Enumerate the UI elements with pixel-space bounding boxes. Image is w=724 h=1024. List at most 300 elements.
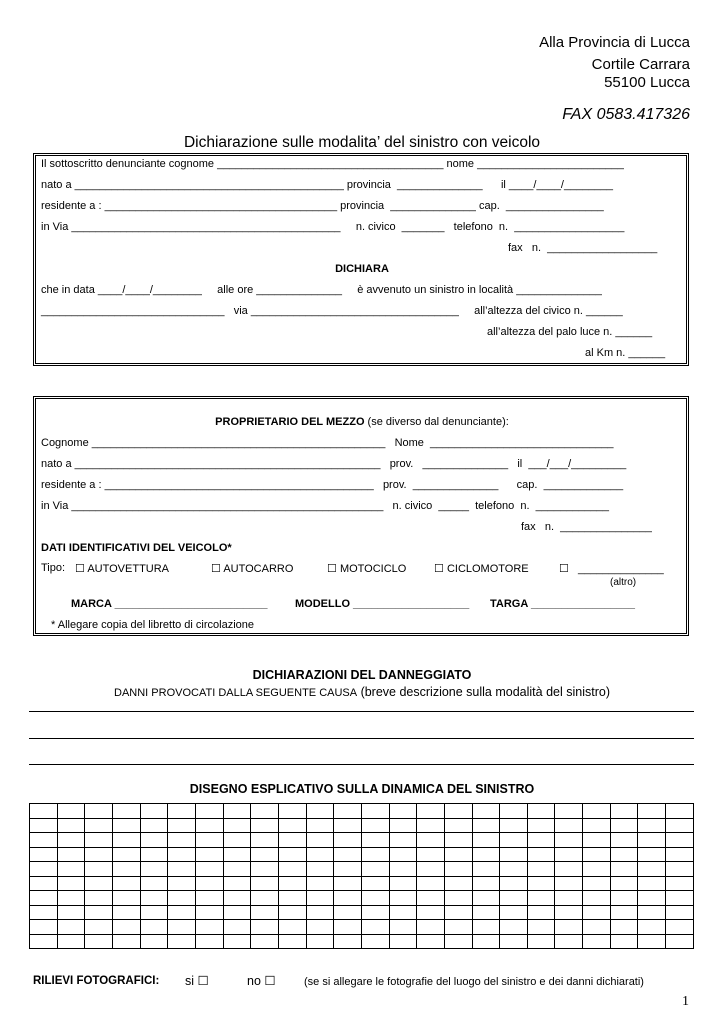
grid-cell[interactable]	[334, 934, 362, 949]
owner-row-birth[interactable]: nato a __________________________________________________ prov. ______________ il ___/___/_________	[41, 458, 627, 470]
grid-cell[interactable]	[334, 833, 362, 848]
accident-row-km[interactable]: al Km n. ______	[585, 347, 666, 359]
grid-cell[interactable]	[527, 934, 555, 949]
vehicle-type-ciclomotore-label: CICLOMOTORE	[446, 563, 529, 575]
grid-cell[interactable]	[140, 833, 168, 848]
owner-heading-note: (se diverso dal denunciante):	[364, 416, 509, 428]
grid-cell[interactable]	[30, 818, 58, 833]
grid-cell[interactable]	[666, 920, 694, 935]
grid-cell[interactable]	[251, 934, 279, 949]
photos-yes-label: si	[185, 974, 195, 988]
grid-cell[interactable]	[334, 905, 362, 920]
grid-cell[interactable]	[195, 847, 223, 862]
grid-cell[interactable]	[57, 920, 85, 935]
grid-cell[interactable]	[195, 862, 223, 877]
grid-cell[interactable]	[195, 833, 223, 848]
grid-cell[interactable]	[389, 876, 417, 891]
grid-cell[interactable]	[527, 847, 555, 862]
grid-cell[interactable]	[85, 847, 113, 862]
grid-cell[interactable]	[666, 934, 694, 949]
grid-cell[interactable]	[223, 862, 251, 877]
grid-cell[interactable]	[361, 905, 389, 920]
grid-cell[interactable]	[306, 847, 334, 862]
document-title: Dichiarazione sulle modalita’ del sinistro con veicolo	[183, 134, 541, 151]
grid-cell[interactable]	[472, 847, 500, 862]
grid-cell[interactable]	[112, 920, 140, 935]
grid-cell[interactable]	[85, 818, 113, 833]
grid-cell[interactable]	[638, 818, 666, 833]
grid-cell[interactable]	[527, 876, 555, 891]
grid-cell[interactable]	[140, 862, 168, 877]
grid-cell[interactable]	[168, 862, 196, 877]
grid-cell[interactable]	[500, 847, 528, 862]
grid-cell[interactable]	[527, 833, 555, 848]
vehicle-marca[interactable]: MARCA _________________________	[71, 598, 268, 610]
vehicle-type-autovettura-label: AUTOVETTURA	[87, 563, 170, 575]
grid-cell[interactable]	[30, 891, 58, 906]
declarant-row-fax[interactable]: fax n. __________________	[508, 242, 658, 254]
grid-cell[interactable]	[444, 876, 472, 891]
grid-cell[interactable]	[195, 905, 223, 920]
grid-cell[interactable]	[666, 876, 694, 891]
grid-cell[interactable]	[140, 920, 168, 935]
grid-cell[interactable]	[168, 905, 196, 920]
grid-cell[interactable]	[57, 934, 85, 949]
recipient-line-2: Cortile Carrara	[591, 56, 690, 73]
checkbox-icon[interactable]: ☐	[264, 974, 276, 988]
grid-cell[interactable]	[334, 847, 362, 862]
grid-cell[interactable]	[306, 818, 334, 833]
grid-cell[interactable]	[85, 905, 113, 920]
grid-cell[interactable]	[223, 876, 251, 891]
vehicle-targa[interactable]: TARGA _________________	[490, 598, 635, 610]
grid-cell[interactable]	[638, 847, 666, 862]
owner-row-address[interactable]: in Via ___________________________________________________ n. civico _____ telefono n. ____________	[41, 500, 610, 512]
grid-cell[interactable]	[610, 833, 638, 848]
grid-cell[interactable]	[389, 804, 417, 819]
grid-cell[interactable]	[472, 905, 500, 920]
grid-cell[interactable]	[278, 876, 306, 891]
grid-cell[interactable]	[334, 862, 362, 877]
grid-cell[interactable]	[417, 818, 445, 833]
grid-cell[interactable]	[583, 920, 611, 935]
vehicle-heading: DATI IDENTIFICATIVI DEL VEICOLO*	[41, 542, 232, 554]
grid-cell[interactable]	[251, 847, 279, 862]
grid-cell[interactable]	[278, 920, 306, 935]
grid-cell[interactable]	[251, 891, 279, 906]
grid-cell[interactable]	[666, 804, 694, 819]
grid-cell[interactable]	[85, 934, 113, 949]
grid-cell[interactable]	[306, 891, 334, 906]
grid-cell[interactable]	[223, 905, 251, 920]
grid-cell[interactable]	[389, 818, 417, 833]
grid-row	[30, 804, 694, 819]
grid-cell[interactable]	[306, 862, 334, 877]
grid-cell[interactable]	[472, 804, 500, 819]
grid-cell[interactable]	[57, 833, 85, 848]
grid-cell[interactable]	[30, 847, 58, 862]
grid-cell[interactable]	[168, 847, 196, 862]
grid-cell[interactable]	[57, 862, 85, 877]
grid-cell[interactable]	[251, 862, 279, 877]
grid-cell[interactable]	[306, 920, 334, 935]
grid-cell[interactable]	[500, 920, 528, 935]
damaged-cause-caps: DANNI PROVOCATI DALLA SEGUENTE CAUSA	[114, 687, 358, 699]
grid-cell[interactable]	[30, 804, 58, 819]
grid-cell[interactable]	[30, 934, 58, 949]
vehicle-type-autocarro-label: AUTOCARRO	[223, 563, 294, 575]
grid-cell[interactable]	[417, 833, 445, 848]
grid-cell[interactable]	[168, 818, 196, 833]
grid-cell[interactable]	[527, 818, 555, 833]
grid-row	[30, 891, 694, 906]
checkbox-icon[interactable]: ☐	[559, 563, 569, 575]
grid-cell[interactable]	[583, 891, 611, 906]
grid-cell[interactable]	[527, 891, 555, 906]
grid-cell[interactable]	[389, 891, 417, 906]
grid-cell[interactable]	[361, 934, 389, 949]
grid-cell[interactable]	[583, 862, 611, 877]
grid-cell[interactable]	[555, 862, 583, 877]
grid-cell[interactable]	[112, 905, 140, 920]
grid-cell[interactable]	[112, 833, 140, 848]
accident-row-lamp-post[interactable]: all’altezza del palo luce n. ______	[487, 326, 653, 338]
owner-row-residence[interactable]: residente a : ____________________________________________ prov. ______________ cap. _____________	[41, 479, 624, 491]
grid-cell[interactable]	[30, 876, 58, 891]
grid-cell[interactable]	[444, 818, 472, 833]
grid-cell[interactable]	[85, 920, 113, 935]
grid-cell[interactable]	[500, 905, 528, 920]
grid-cell[interactable]	[666, 891, 694, 906]
vehicle-note: * Allegare copia del libretto di circolazione	[51, 619, 255, 631]
grid-cell[interactable]	[666, 818, 694, 833]
grid-cell[interactable]	[666, 847, 694, 862]
grid-cell[interactable]	[555, 833, 583, 848]
grid-cell[interactable]	[195, 891, 223, 906]
grid-cell[interactable]	[140, 818, 168, 833]
damaged-cause-note: (breve descrizione sulla modalità del sinistro)	[357, 685, 610, 699]
grid-cell[interactable]	[278, 833, 306, 848]
grid-cell[interactable]	[583, 818, 611, 833]
grid-cell[interactable]	[444, 862, 472, 877]
grid-cell[interactable]	[140, 891, 168, 906]
grid-cell[interactable]	[195, 818, 223, 833]
grid-cell[interactable]	[555, 804, 583, 819]
grid-cell[interactable]	[251, 804, 279, 819]
grid-cell[interactable]	[500, 934, 528, 949]
grid-cell[interactable]	[30, 905, 58, 920]
grid-cell[interactable]	[195, 876, 223, 891]
grid-cell[interactable]	[417, 934, 445, 949]
vehicle-type-altro[interactable]	[559, 562, 664, 575]
grid-cell[interactable]	[583, 847, 611, 862]
grid-cell[interactable]	[638, 920, 666, 935]
grid-row	[30, 920, 694, 935]
grid-cell[interactable]	[278, 847, 306, 862]
grid-cell[interactable]	[57, 876, 85, 891]
grid-row	[30, 905, 694, 920]
grid-cell[interactable]	[500, 833, 528, 848]
grid-cell[interactable]	[85, 891, 113, 906]
grid-cell[interactable]	[30, 862, 58, 877]
grid-cell[interactable]	[555, 876, 583, 891]
checkbox-icon[interactable]: ☐	[434, 563, 444, 575]
grid-cell[interactable]	[112, 818, 140, 833]
fax-number: FAX 0583.417326	[562, 106, 690, 123]
grid-cell[interactable]	[112, 862, 140, 877]
vehicle-type-autovettura[interactable]	[75, 562, 169, 575]
grid-cell[interactable]	[417, 891, 445, 906]
owner-row-name[interactable]: Cognome ________________________________________________ Nome ______________________________	[41, 437, 614, 449]
grid-cell[interactable]	[472, 833, 500, 848]
grid-cell[interactable]	[417, 804, 445, 819]
grid-cell[interactable]	[168, 804, 196, 819]
grid-cell[interactable]	[610, 920, 638, 935]
grid-cell[interactable]	[112, 876, 140, 891]
grid-cell[interactable]	[472, 891, 500, 906]
grid-cell[interactable]	[527, 804, 555, 819]
grid-cell[interactable]	[638, 934, 666, 949]
grid-cell[interactable]	[389, 905, 417, 920]
grid-cell[interactable]	[666, 833, 694, 848]
grid-cell[interactable]	[140, 905, 168, 920]
grid-cell[interactable]	[278, 804, 306, 819]
grid-cell[interactable]	[389, 934, 417, 949]
grid-cell[interactable]	[306, 876, 334, 891]
grid-cell[interactable]	[251, 905, 279, 920]
grid-cell[interactable]	[500, 891, 528, 906]
grid-cell[interactable]	[666, 862, 694, 877]
grid-cell[interactable]	[500, 862, 528, 877]
grid-cell[interactable]	[444, 804, 472, 819]
grid-cell[interactable]	[306, 905, 334, 920]
grid-cell[interactable]	[444, 891, 472, 906]
damaged-cause	[0, 683, 724, 701]
vehicle-type-autocarro[interactable]	[211, 562, 293, 575]
vehicle-modello[interactable]: MODELLO ___________________	[295, 598, 470, 610]
grid-cell[interactable]	[638, 905, 666, 920]
grid-cell[interactable]	[278, 862, 306, 877]
grid-cell[interactable]	[334, 891, 362, 906]
description-line-1[interactable]	[29, 711, 694, 712]
grid-cell[interactable]	[334, 818, 362, 833]
grid-cell[interactable]	[555, 920, 583, 935]
grid-cell[interactable]	[472, 818, 500, 833]
grid-cell[interactable]	[389, 833, 417, 848]
grid-cell[interactable]	[361, 876, 389, 891]
grid-cell[interactable]	[389, 920, 417, 935]
grid-cell[interactable]	[361, 847, 389, 862]
declarant-row-address[interactable]: in Via ____________________________________________ n. civico _______ telefono n. __________________	[41, 221, 625, 233]
grid-cell[interactable]	[140, 804, 168, 819]
grid-cell[interactable]	[251, 833, 279, 848]
grid-cell[interactable]	[444, 833, 472, 848]
grid-row	[30, 934, 694, 949]
grid-cell[interactable]	[444, 847, 472, 862]
vehicle-type-motociclo-label: MOTOCICLO	[339, 563, 407, 575]
grid-cell[interactable]	[417, 847, 445, 862]
grid-cell[interactable]	[417, 876, 445, 891]
grid-cell[interactable]	[610, 804, 638, 819]
grid-cell[interactable]	[112, 847, 140, 862]
grid-cell[interactable]	[30, 920, 58, 935]
grid-cell[interactable]	[500, 818, 528, 833]
grid-cell[interactable]	[57, 891, 85, 906]
grid-row	[30, 833, 694, 848]
grid-cell[interactable]	[638, 833, 666, 848]
grid-cell[interactable]	[57, 847, 85, 862]
grid-cell[interactable]	[195, 934, 223, 949]
grid-cell[interactable]	[555, 847, 583, 862]
grid-cell[interactable]	[527, 862, 555, 877]
grid-cell[interactable]	[417, 862, 445, 877]
grid-cell[interactable]	[223, 804, 251, 819]
grid-cell[interactable]	[417, 920, 445, 935]
grid-cell[interactable]	[555, 934, 583, 949]
grid-cell[interactable]	[555, 905, 583, 920]
grid-cell[interactable]	[610, 876, 638, 891]
checkbox-icon[interactable]: ☐	[197, 974, 209, 988]
grid-cell[interactable]	[361, 920, 389, 935]
checkbox-icon[interactable]: ☐	[75, 563, 85, 575]
grid-cell[interactable]	[334, 920, 362, 935]
grid-cell[interactable]	[361, 804, 389, 819]
grid-cell[interactable]	[140, 934, 168, 949]
grid-cell[interactable]	[85, 833, 113, 848]
grid-cell[interactable]	[610, 934, 638, 949]
grid-cell[interactable]	[444, 905, 472, 920]
grid-cell[interactable]	[168, 920, 196, 935]
grid-cell[interactable]	[278, 891, 306, 906]
grid-cell[interactable]	[472, 934, 500, 949]
accident-row-street[interactable]: ______________________________ via __________________________________ all’altezza del civico n. ______	[41, 305, 623, 317]
grid-cell[interactable]	[306, 934, 334, 949]
photos-yes[interactable]	[185, 973, 209, 988]
grid-cell[interactable]	[195, 920, 223, 935]
description-line-3[interactable]	[29, 764, 694, 765]
grid-row	[30, 862, 694, 877]
drawing-grid[interactable]	[29, 803, 694, 949]
grid-cell[interactable]	[306, 833, 334, 848]
grid-cell[interactable]	[500, 876, 528, 891]
grid-cell[interactable]	[638, 891, 666, 906]
grid-cell[interactable]	[223, 833, 251, 848]
grid-cell[interactable]	[638, 862, 666, 877]
grid-cell[interactable]	[472, 920, 500, 935]
grid-cell[interactable]	[223, 847, 251, 862]
grid-cell[interactable]	[361, 891, 389, 906]
grid-cell[interactable]	[610, 891, 638, 906]
grid-cell[interactable]	[223, 891, 251, 906]
grid-cell[interactable]	[334, 804, 362, 819]
declarant-row-name[interactable]: Il sottoscritto denunciante cognome _____________________________________ nome ________________________	[41, 158, 624, 170]
grid-cell[interactable]	[417, 905, 445, 920]
grid-cell[interactable]	[168, 833, 196, 848]
vehicle-type-ciclomotore[interactable]	[434, 562, 529, 575]
vehicle-type-altro-line[interactable]: ______________	[578, 563, 664, 575]
grid-cell[interactable]	[361, 818, 389, 833]
grid-cell[interactable]	[85, 862, 113, 877]
grid-row	[30, 847, 694, 862]
grid-cell[interactable]	[527, 920, 555, 935]
grid-cell[interactable]	[583, 876, 611, 891]
grid-cell[interactable]	[57, 905, 85, 920]
photos-no[interactable]	[247, 973, 276, 988]
grid-cell[interactable]	[610, 818, 638, 833]
grid-cell[interactable]	[30, 833, 58, 848]
grid-cell[interactable]	[361, 862, 389, 877]
checkbox-icon[interactable]: ☐	[327, 563, 337, 575]
grid-cell[interactable]	[472, 876, 500, 891]
grid-cell[interactable]	[610, 905, 638, 920]
grid-cell[interactable]	[278, 818, 306, 833]
grid-cell[interactable]	[444, 934, 472, 949]
grid-cell[interactable]	[334, 876, 362, 891]
grid-cell[interactable]	[555, 891, 583, 906]
grid-cell[interactable]	[583, 905, 611, 920]
grid-cell[interactable]	[610, 847, 638, 862]
grid-cell[interactable]	[583, 804, 611, 819]
grid-cell[interactable]	[168, 876, 196, 891]
grid-cell[interactable]	[638, 804, 666, 819]
grid-cell[interactable]	[140, 876, 168, 891]
grid-cell[interactable]	[140, 847, 168, 862]
grid-cell[interactable]	[500, 804, 528, 819]
grid-cell[interactable]	[57, 804, 85, 819]
grid-cell[interactable]	[583, 833, 611, 848]
accident-row-date[interactable]: che in data ____/____/________ alle ore ______________ è avvenuto un sinistro in località ______________	[41, 284, 602, 296]
grid-cell[interactable]	[610, 862, 638, 877]
grid-cell[interactable]	[527, 905, 555, 920]
grid-cell[interactable]	[112, 934, 140, 949]
grid-cell[interactable]	[112, 891, 140, 906]
vehicle-type-motociclo[interactable]	[327, 562, 406, 575]
grid-cell[interactable]	[168, 891, 196, 906]
grid-cell[interactable]	[168, 934, 196, 949]
grid-cell[interactable]	[223, 934, 251, 949]
grid-cell[interactable]	[251, 920, 279, 935]
grid-cell[interactable]	[85, 804, 113, 819]
grid-cell[interactable]	[306, 804, 334, 819]
grid-cell[interactable]	[361, 833, 389, 848]
grid-cell[interactable]	[555, 818, 583, 833]
grid-cell[interactable]	[278, 934, 306, 949]
grid-cell[interactable]	[223, 818, 251, 833]
grid-cell[interactable]	[223, 920, 251, 935]
grid-cell[interactable]	[195, 804, 223, 819]
grid-cell[interactable]	[85, 876, 113, 891]
grid-cell[interactable]	[583, 934, 611, 949]
grid-cell[interactable]	[666, 905, 694, 920]
grid-cell[interactable]	[389, 862, 417, 877]
grid-cell[interactable]	[278, 905, 306, 920]
grid-cell[interactable]	[57, 818, 85, 833]
owner-row-fax[interactable]: fax n. _______________	[521, 521, 652, 533]
grid-cell[interactable]	[251, 876, 279, 891]
checkbox-icon[interactable]: ☐	[211, 563, 221, 575]
drawing-heading: DISEGNO ESPLICATIVO SULLA DINAMICA DEL SINISTRO	[189, 782, 535, 796]
grid-cell[interactable]	[251, 818, 279, 833]
declarant-row-residence[interactable]: residente a : ______________________________________ provincia ______________ cap. ________________	[41, 200, 604, 212]
grid-cell[interactable]	[472, 862, 500, 877]
grid-cell[interactable]	[444, 920, 472, 935]
grid-cell[interactable]	[112, 804, 140, 819]
photos-no-label: no	[247, 974, 261, 988]
description-line-2[interactable]	[29, 738, 694, 739]
grid-cell[interactable]	[638, 876, 666, 891]
grid-cell[interactable]	[389, 847, 417, 862]
declarant-row-birth[interactable]: nato a ____________________________________________ provincia ______________ il ____/____/________	[41, 179, 613, 191]
